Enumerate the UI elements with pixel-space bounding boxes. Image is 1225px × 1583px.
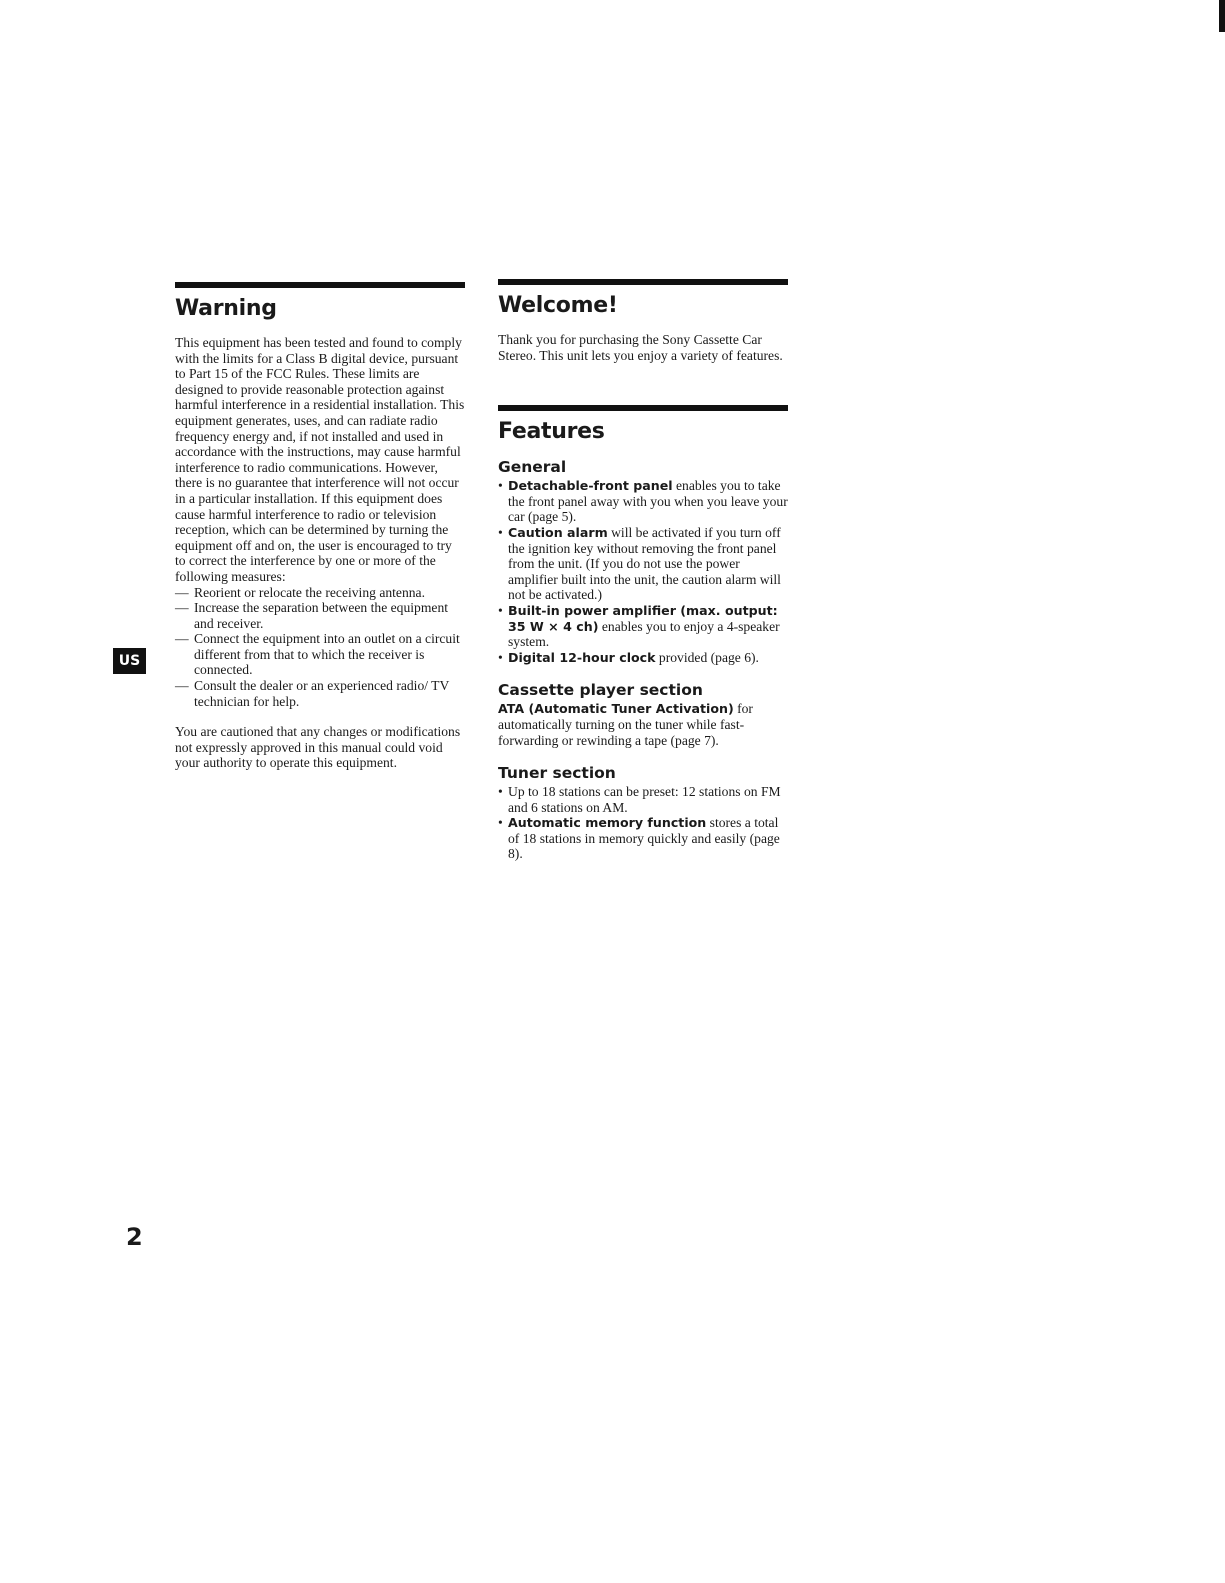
- feature-name: Caution alarm: [508, 524, 608, 540]
- welcome-section: [498, 279, 788, 363]
- welcome-body: Thank you for purchasing the Sony Cassette Car Stereo. This unit lets you enjoy a variety of features.: [498, 332, 783, 363]
- feature-desc: enables you to enjoy a 4-speaker system.: [508, 618, 780, 650]
- feature-desc: will be activated if you turn off the ignition key without removing the front panel from the unit. (If you do not use the power amplifier built into the unit, the caution alarm will not be activated.): [508, 524, 781, 603]
- welcome-title: Welcome!: [498, 293, 618, 318]
- warning-section: [175, 282, 465, 771]
- section-rule: [498, 279, 788, 285]
- caution-paragraph: You are cautioned that any changes or modifications not expressly approved in this manual could void your authority to operate this equipment.: [175, 724, 461, 771]
- general-list: [498, 478, 788, 665]
- feature-desc: stores a total of 18 stations in memory quickly and easily (page 8).: [508, 815, 780, 862]
- feature-item: [498, 815, 788, 862]
- feature-name: Detachable-front panel: [508, 478, 673, 494]
- section-rule: [175, 282, 465, 288]
- feature-name: ATA (Automatic Tuner Activation): [498, 701, 734, 717]
- measure-item: — Reorient or relocate the receiving antenna.: [175, 585, 465, 601]
- language-tab: US: [113, 648, 146, 674]
- section-rule: [498, 405, 788, 411]
- measure-item: — Consult the dealer or an experienced radio/ TV technician for help.: [175, 678, 465, 709]
- page-number: 2: [126, 1223, 143, 1251]
- cassette-body: [498, 701, 788, 748]
- general-heading: General: [498, 458, 567, 477]
- feature-desc: for automatically turning on the tuner while fast-forwarding or rewinding a tape (page 7).: [498, 701, 753, 748]
- tuner-list: [498, 784, 788, 862]
- features-section: [498, 405, 788, 862]
- feature-name: Built-in power amplifier (max. output: 35 W × 4 ch): [508, 602, 778, 634]
- warning-title: Warning: [175, 296, 277, 321]
- feature-item: [498, 525, 788, 603]
- feature-desc: enables you to take the front panel away with you when you leave your car (page 5).: [508, 478, 788, 525]
- feature-item: • Up to 18 stations can be preset: 12 stations on FM and 6 stations on AM.: [498, 784, 788, 815]
- right-column: [498, 279, 788, 862]
- feature-desc: provided (page 6).: [655, 649, 759, 665]
- measure-item: — Connect the equipment into an outlet on a circuit different from that to which the receiver is connected.: [175, 631, 465, 678]
- warning-body: This equipment has been tested and found to comply with the limits for a Class B digital device, pursuant to Part 15 of the FCC Rules. These limits are designed to provide reasonable protection against harmful interference in a residential installation. This equipment generates, uses, and can radiate radio frequency energy and, if not installed and used in accordance with the instructions, may cause harmful interference to radio communications. However, there is no guarantee that interference will not occur in a particular installation. If this equipment does cause harmful interference to radio or television reception, which can be determined by turning the equipment off and on, the user is encouraged to try to correct the interference by one or more of the following measures:: [175, 335, 465, 584]
- feature-name: Digital 12-hour clock: [508, 649, 656, 665]
- page-edge-mark: [1219, 0, 1225, 32]
- tuner-heading: Tuner section: [498, 764, 616, 783]
- measure-item: — Increase the separation between the equipment and receiver.: [175, 600, 465, 631]
- cassette-heading: Cassette player section: [498, 681, 703, 700]
- feature-item: [498, 478, 788, 525]
- feature-name: Automatic memory function: [508, 815, 707, 831]
- features-title: Features: [498, 419, 605, 445]
- feature-item: [498, 650, 788, 666]
- feature-item: [498, 603, 788, 650]
- measures-list: [175, 585, 465, 710]
